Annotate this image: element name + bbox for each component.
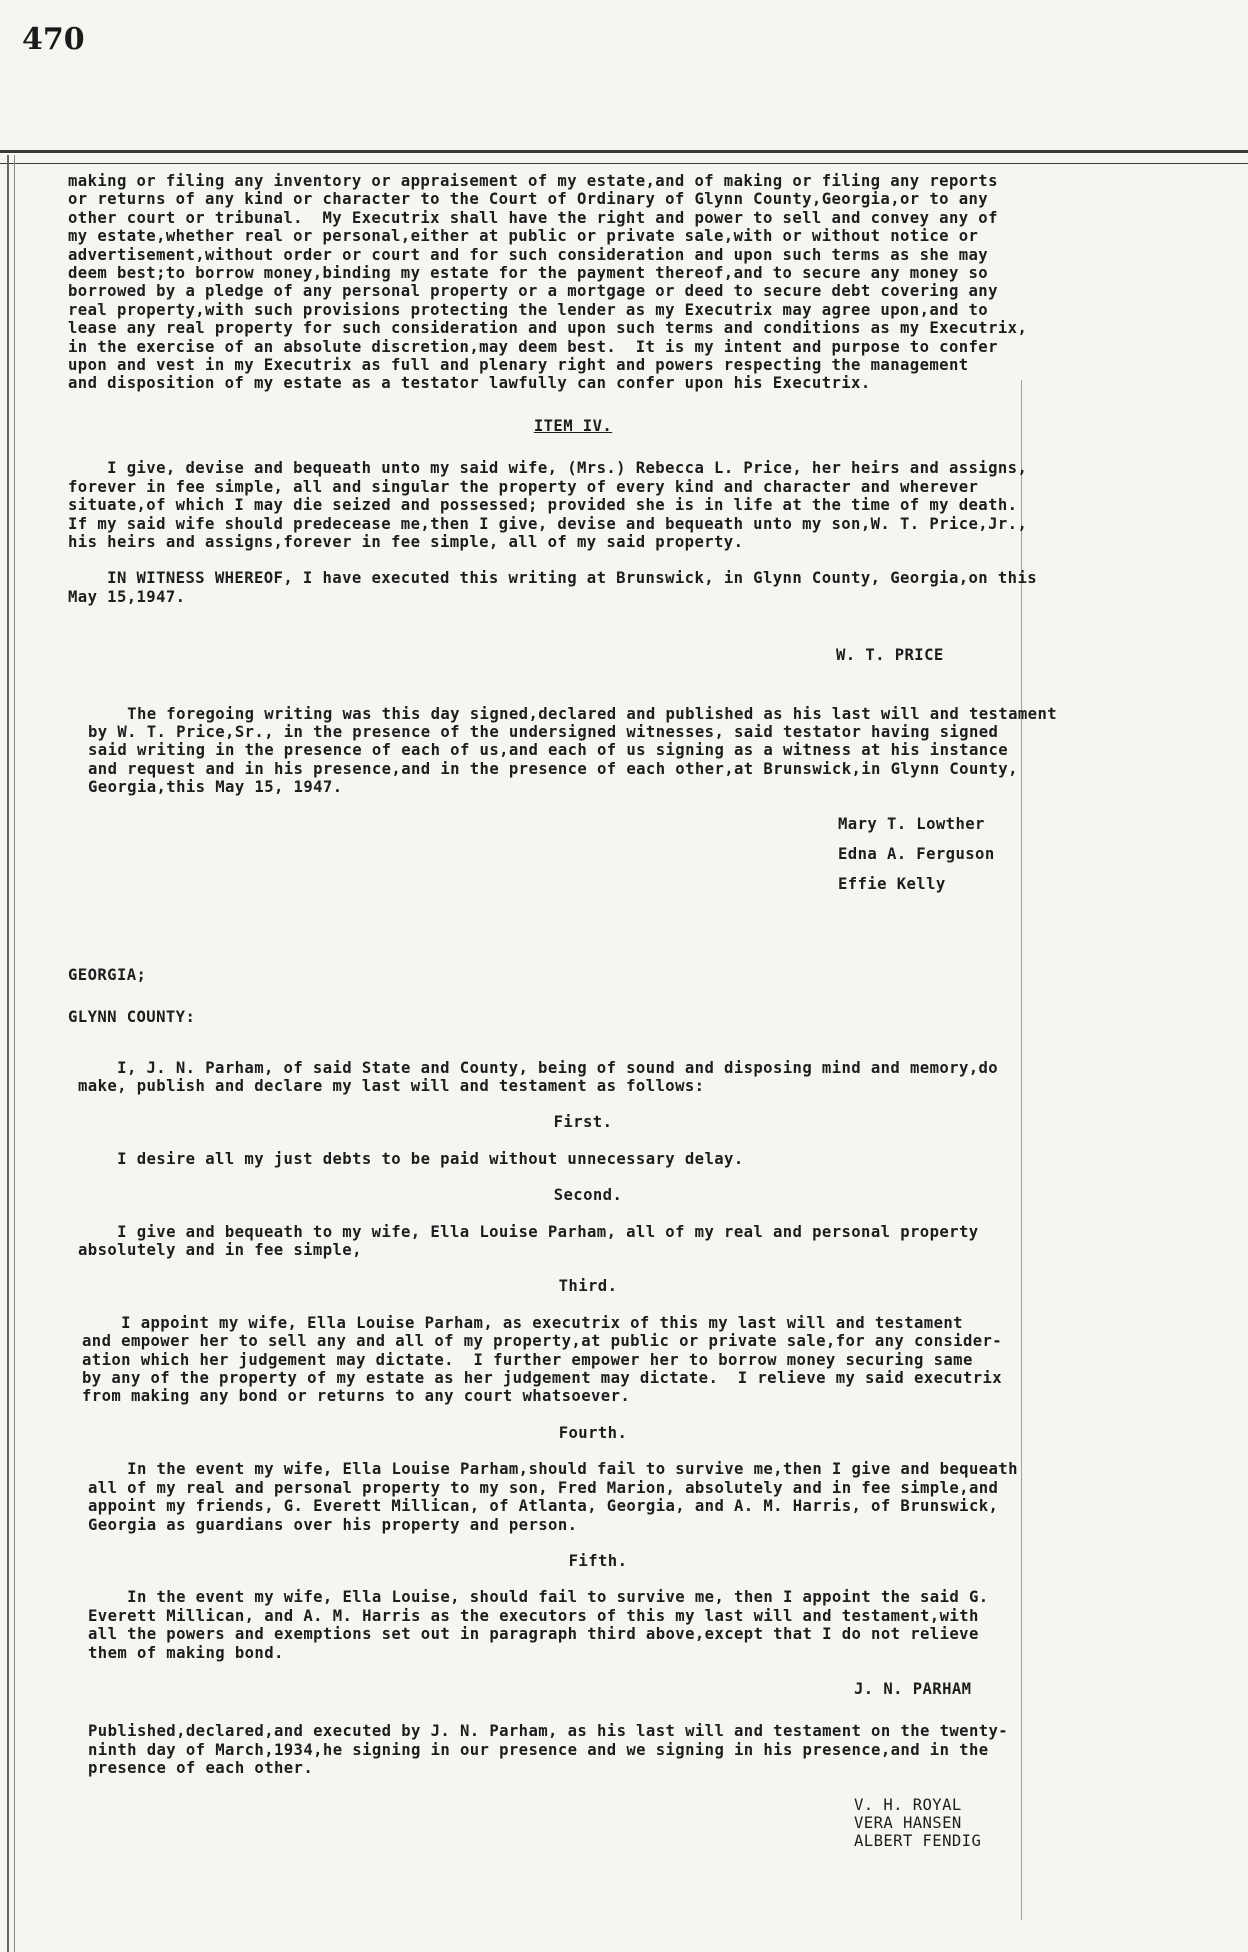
text-line: real property,with such provisions protecting the lender as my Executrix may agree upon,and to xyxy=(68,300,989,319)
witness-signature: Edna A. Ferguson xyxy=(838,844,995,863)
text-line: appoint my friends, G. Everett Millican, of Atlanta, Georgia, and A. M. Harris, of Brunswick, xyxy=(88,1497,999,1516)
text-line: advertisement,without order or court and for such consideration and upon such terms as she may xyxy=(68,245,989,264)
text-line: other court or tribunal. My Executrix shall have the right and power to sell and convey any of xyxy=(68,208,998,227)
text-line: and empower her to sell any and all of my property,at public or private sale,for any consider- xyxy=(82,1332,1003,1351)
text-line: I appoint my wife, Ella Louise Parham, as executrix of this my last will and testament xyxy=(82,1313,963,1332)
text-line: Georgia,this May 15, 1947. xyxy=(88,778,343,797)
witness-signature: Effie Kelly xyxy=(838,875,946,894)
witness-signature: Mary T. Lowther xyxy=(838,814,985,833)
text-line: them of making bond. xyxy=(88,1643,284,1662)
section-fourth xyxy=(88,1460,1188,1534)
text-line: I give and bequeath to my wife, Ella Louise Parham, all of my real and personal property xyxy=(78,1222,979,1241)
section-heading-first: First. xyxy=(553,1113,613,1132)
text-line: If my said wife should predecease me,then I give, devise and bequeath unto my son,W. T. Price,Jr., xyxy=(68,514,1028,533)
text-line: In the event my wife, Ella Louise, should fail to survive me, then I appoint the said G. xyxy=(88,1588,989,1607)
witness-clause xyxy=(68,569,1188,606)
testator-signature-parham: J. N. PARHAM xyxy=(854,1679,972,1698)
attestation-clause-price xyxy=(88,705,1188,797)
witness-signatures-price xyxy=(838,815,1188,894)
text-line: and disposition of my estate as a testator lawfully can confer upon his Executrix. xyxy=(68,374,871,393)
text-line: his heirs and assigns,forever in fee simple, all of my said property. xyxy=(68,532,744,551)
text-line: making or filing any inventory or appraisement of my estate,and of making or filing any reports xyxy=(68,172,998,190)
text-line: make, publish and declare my last will and testament as follows: xyxy=(78,1077,705,1095)
text-line: I desire all my just debts to be paid without unnecessary delay. xyxy=(78,1149,744,1168)
section-heading-second: Second. xyxy=(553,1186,623,1205)
county-heading: GLYNN COUNTY: xyxy=(68,1008,196,1027)
attestation-clause-parham xyxy=(88,1722,1188,1777)
text-line: Georgia as guardians over his property and person. xyxy=(88,1515,578,1534)
text-line: ation which her judgement may dictate. I further empower her to borrow money securing same xyxy=(82,1350,973,1369)
page-number: 470 xyxy=(22,22,85,57)
section-third xyxy=(82,1314,1188,1406)
item-iv-heading: ITEM IV. xyxy=(533,416,613,435)
witness-signature: VERA HANSEN xyxy=(854,1813,962,1832)
text-line: deem best;to borrow money,binding my estate for the payment thereof,and to secure any money so xyxy=(68,264,989,283)
text-line: said writing in the presence of each of us,and each of us signing as a witness at his instance xyxy=(88,741,1009,760)
text-line: forever in fee simple, all and singular the property of every kind and character and wherever xyxy=(68,477,979,496)
text-line: lease any real property for such consideration and upon such terms and conditions as my Executrix, xyxy=(68,319,1028,338)
text-line: situate,of which I may die seized and possessed; provided she is in life at the time of my death. xyxy=(68,496,1018,515)
executrix-powers-paragraph xyxy=(68,172,1188,393)
text-line: or returns of any kind or character to the Court of Ordinary of Glynn County,Georgia,or to any xyxy=(68,190,989,209)
text-line: In the event my wife, Ella Louise Parham,should fail to survive me,then I give and bequeath xyxy=(88,1460,1018,1479)
text-line: upon and vest in my Executrix as full and plenary right and powers respecting the management xyxy=(68,356,969,375)
text-line: my estate,whether real or personal,either at public or private sale,with or without notice or xyxy=(68,227,979,246)
text-line: IN WITNESS WHEREOF, I have executed this writing at Brunswick, in Glynn County, Georgia,on this xyxy=(68,569,1038,588)
witness-signature: ALBERT FENDIG xyxy=(854,1832,982,1851)
text-line: I give, devise and bequeath unto my said wife, (Mrs.) Rebecca L. Price, her heirs and assigns, xyxy=(68,459,1028,478)
text-line: borrowed by a pledge of any personal property or a mortgage or deed to secure debt covering any xyxy=(68,282,998,301)
document-body xyxy=(68,172,1188,1851)
text-line: I, J. N. Parham, of said State and County, being of sound and disposing mind and memory,do xyxy=(78,1058,999,1077)
text-line: absolutely and in fee simple, xyxy=(78,1241,362,1260)
text-line: presence of each other. xyxy=(88,1759,314,1778)
text-line: by any of the property of my estate as her judgement may dictate. I relieve my said executrix xyxy=(82,1369,1003,1388)
text-line: and request and in his presence,and in the presence of each other,at Brunswick,in Glynn County, xyxy=(88,759,1018,778)
text-line: Everett Millican, and A. M. Harris as the executors of this my last will and testament,with xyxy=(88,1606,979,1625)
text-line: May 15,1947. xyxy=(68,587,186,606)
text-line: from making any bond or returns to any court whatsoever. xyxy=(82,1387,631,1406)
section-second xyxy=(78,1223,1188,1260)
text-line: ninth day of March,1934,he signing in our presence and we signing in his presence,and in the xyxy=(88,1740,989,1759)
text-line: all the powers and exemptions set out in paragraph third above,except that I do not relieve xyxy=(88,1625,979,1644)
section-heading-third: Third. xyxy=(558,1277,618,1296)
top-rule xyxy=(0,150,1248,164)
item-iv-paragraph xyxy=(68,459,1188,551)
text-line: Published,declared,and executed by J. N. Parham, as his last will and testament on the twenty- xyxy=(88,1722,1009,1741)
testator-signature-price: W. T. PRICE xyxy=(836,646,944,665)
text-line: all of my real and personal property to my son, Fred Marion, absolutely and in fee simple,and xyxy=(88,1478,999,1497)
text-line: The foregoing writing was this day signed,declared and published as his last will and testament xyxy=(88,704,1058,723)
witness-signature: V. H. ROYAL xyxy=(854,1795,962,1814)
state-heading: GEORGIA; xyxy=(68,965,147,984)
text-line: in the exercise of an absolute discretion,may deem best. It is my intent and purpose to confer xyxy=(68,337,998,356)
parham-intro xyxy=(78,1059,1188,1096)
witness-signatures-parham xyxy=(854,1796,1188,1851)
text-line: by W. T. Price,Sr., in the presence of the undersigned witnesses, said testator having signed xyxy=(88,722,999,741)
section-heading-fifth: Fifth. xyxy=(568,1551,628,1570)
section-fifth xyxy=(88,1588,1188,1662)
section-heading-fourth: Fourth. xyxy=(558,1423,628,1442)
